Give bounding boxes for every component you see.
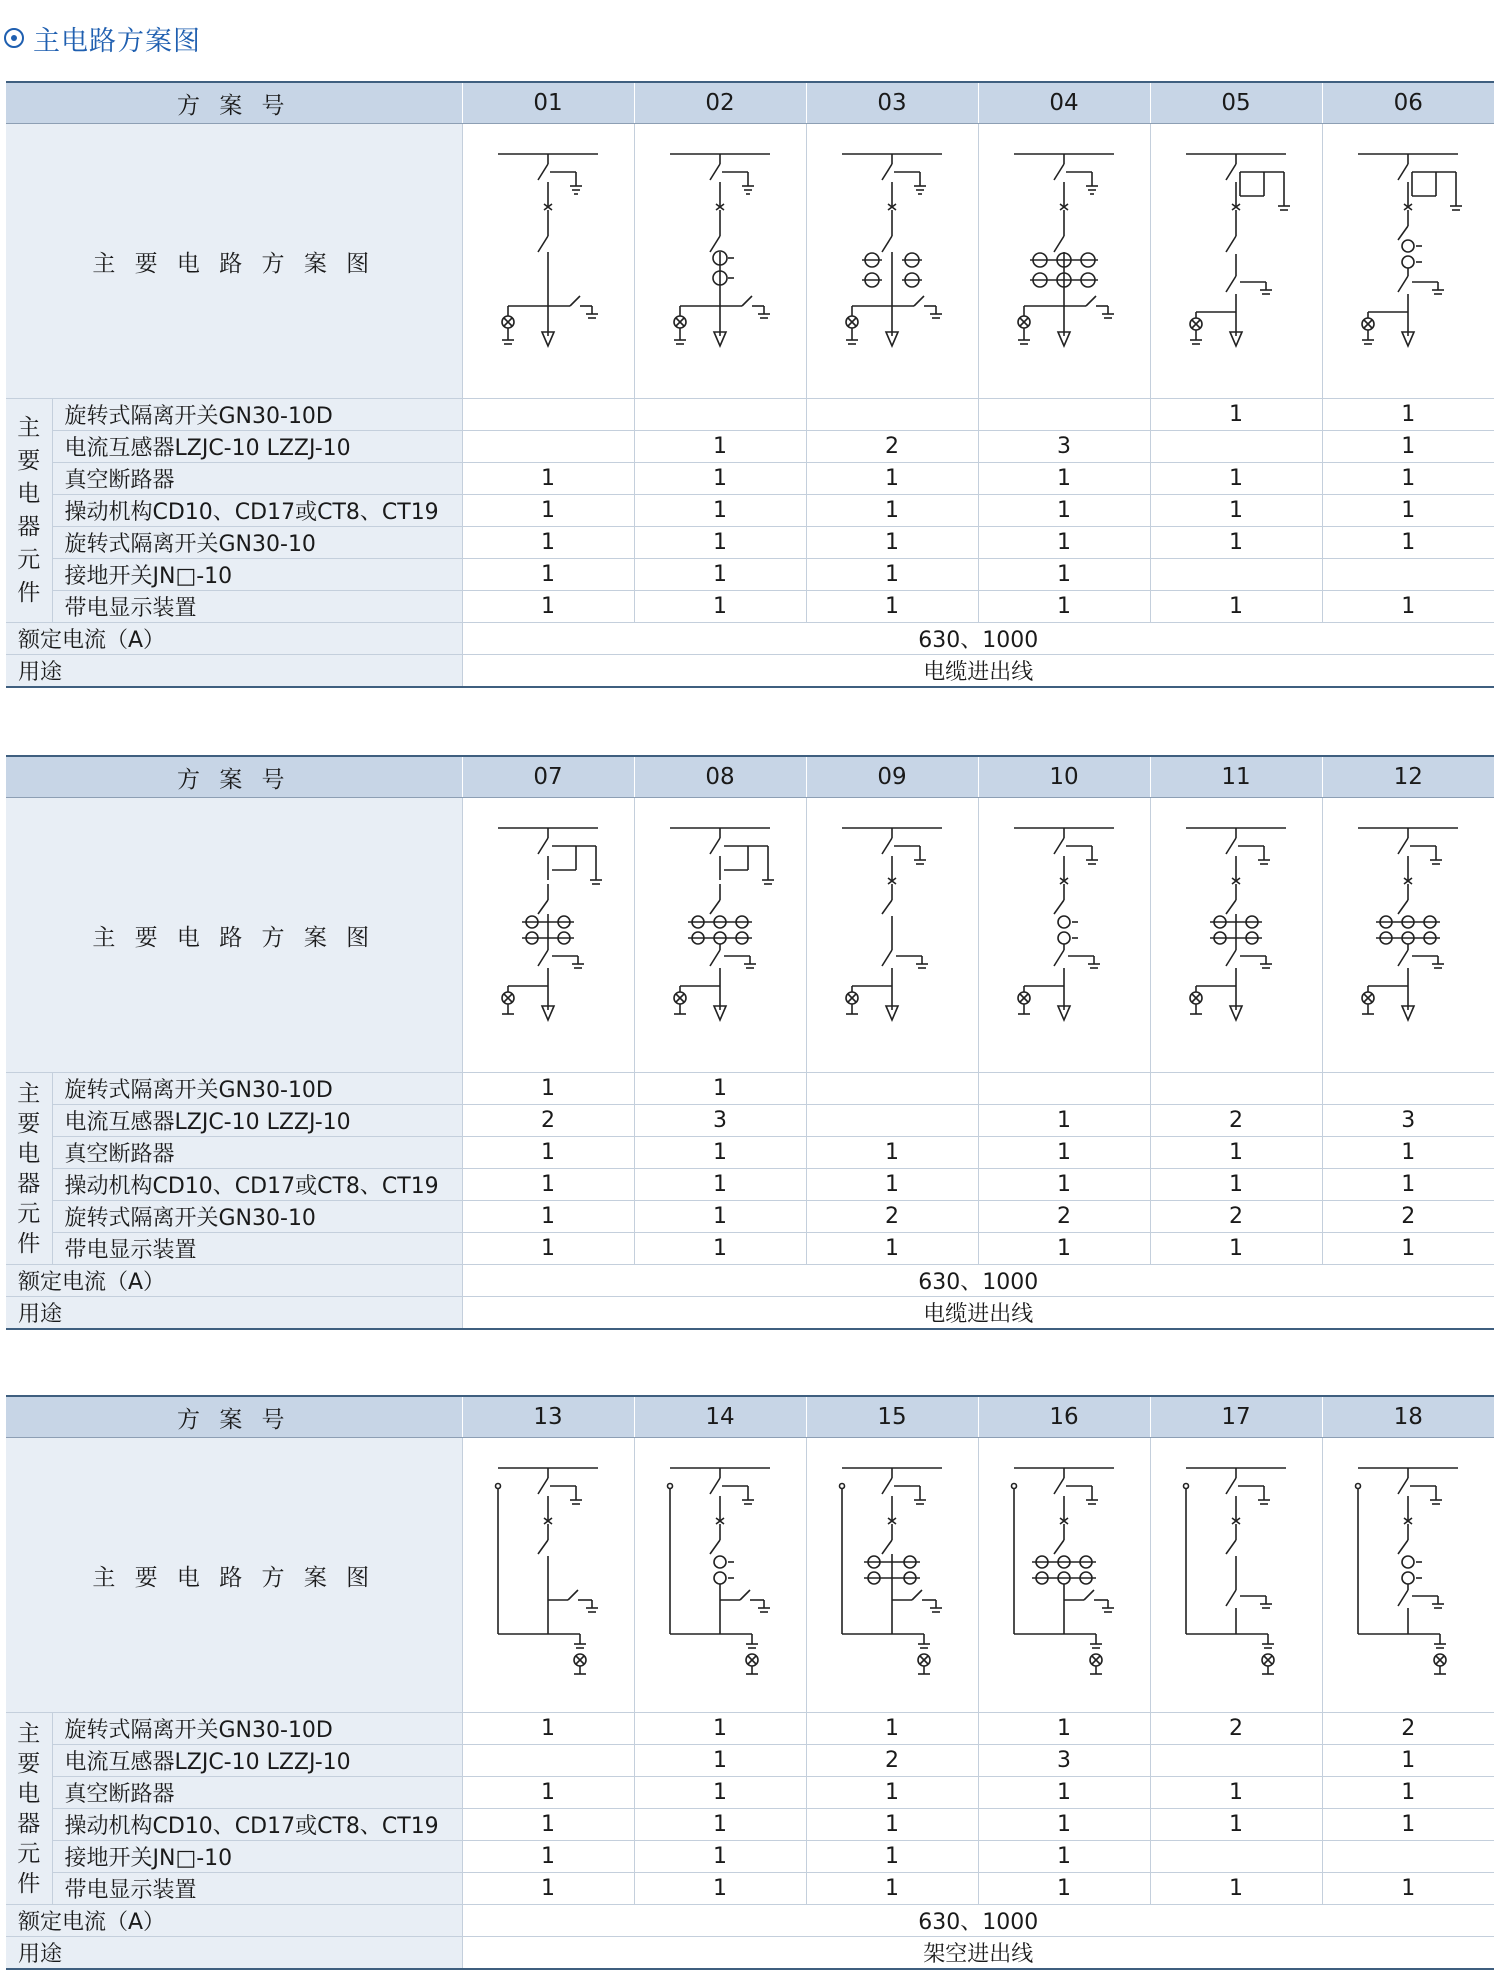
cell-value [462, 431, 634, 463]
usage-row [6, 655, 1494, 688]
component-row [6, 495, 1494, 527]
component-label: 接地开关JN□-10 [52, 559, 462, 591]
cell-value [462, 1745, 634, 1777]
cell-value [1150, 1073, 1322, 1105]
cell-value [1150, 1745, 1322, 1777]
cell-value: 2 [806, 431, 978, 463]
cell-value: 1 [1322, 463, 1494, 495]
component-label: 真空断路器 [52, 1777, 462, 1809]
cell-value: 1 [634, 591, 806, 623]
cell-value: 2 [1150, 1201, 1322, 1233]
cell-value: 1 [806, 1841, 978, 1873]
header-row [6, 1396, 1494, 1438]
cell-value: 1 [1150, 1233, 1322, 1265]
components-group-label: 主要电器元件 [6, 399, 52, 623]
cell-value: 1 [1322, 1169, 1494, 1201]
cell-value: 1 [806, 1873, 978, 1905]
cell-value: 1 [978, 559, 1150, 591]
cell-value: 1 [1322, 1745, 1494, 1777]
cell-value: 2 [978, 1201, 1150, 1233]
cell-value [978, 1073, 1150, 1105]
cell-value: 1 [1150, 1777, 1322, 1809]
cell-value: 1 [1322, 1233, 1494, 1265]
circuit-diagram-16 [978, 1438, 1150, 1713]
cell-value: 1 [634, 527, 806, 559]
component-row [6, 1777, 1494, 1809]
cell-value: 1 [462, 1073, 634, 1105]
header-row [6, 82, 1494, 124]
cell-value: 1 [1150, 1137, 1322, 1169]
cell-value: 3 [978, 431, 1150, 463]
cell-value: 1 [1150, 463, 1322, 495]
diagram-row [6, 124, 1494, 399]
circuit-diagram-08 [634, 798, 806, 1073]
cell-value: 1 [978, 1105, 1150, 1137]
cell-value [1322, 1841, 1494, 1873]
usage-value: 电缆进出线 [462, 1297, 1494, 1330]
circuit-diagram-17 [1150, 1438, 1322, 1713]
cell-value: 1 [1322, 527, 1494, 559]
circuit-diagram-15 [806, 1438, 978, 1713]
usage-row [6, 1297, 1494, 1330]
cell-value: 1 [1322, 1137, 1494, 1169]
component-row [6, 1873, 1494, 1905]
scheme-number: 18 [1322, 1396, 1494, 1438]
component-label: 旋转式隔离开关GN30-10 [52, 1201, 462, 1233]
cell-value: 1 [978, 463, 1150, 495]
cell-value: 1 [806, 591, 978, 623]
component-row [6, 591, 1494, 623]
cell-value [1150, 1841, 1322, 1873]
rated-current-row [6, 1905, 1494, 1937]
scheme-number: 11 [1150, 756, 1322, 798]
rated-current-row [6, 1265, 1494, 1297]
diagram-row [6, 1438, 1494, 1713]
component-row [6, 463, 1494, 495]
cell-value: 1 [634, 1169, 806, 1201]
component-row [6, 1745, 1494, 1777]
rated-current-value: 630、1000 [462, 623, 1494, 655]
cell-value: 2 [462, 1105, 634, 1137]
cell-value [1150, 559, 1322, 591]
scheme-table-3 [6, 1395, 1494, 1970]
scheme-number: 02 [634, 82, 806, 124]
cell-value: 1 [634, 1777, 806, 1809]
cell-value: 1 [634, 495, 806, 527]
components-group-label: 主要电器元件 [6, 1713, 52, 1905]
cell-value: 1 [634, 1137, 806, 1169]
circuit-diagram-04 [978, 124, 1150, 399]
cell-value [462, 399, 634, 431]
scheme-table-2 [6, 755, 1494, 1330]
cell-value: 1 [978, 1873, 1150, 1905]
usage-label: 用途 [6, 1937, 462, 1970]
scheme-number-label: 方 案 号 [6, 82, 462, 124]
diagram-row [6, 798, 1494, 1073]
cell-value: 1 [806, 527, 978, 559]
scheme-number-label: 方 案 号 [6, 1396, 462, 1438]
cell-value: 1 [462, 463, 634, 495]
cell-value [1322, 1073, 1494, 1105]
component-label: 接地开关JN□-10 [52, 1841, 462, 1873]
circuit-diagram-13 [462, 1438, 634, 1713]
scheme-number: 03 [806, 82, 978, 124]
components-group-label: 主要电器元件 [6, 1073, 52, 1265]
circuit-diagram-02 [634, 124, 806, 399]
scheme-number: 04 [978, 82, 1150, 124]
page-title: 主电路方案图 [33, 25, 201, 57]
component-label: 操动机构CD10、CD17或CT8、CT19 [52, 495, 462, 527]
cell-value: 1 [978, 1777, 1150, 1809]
diagram-row-label: 主 要 电 路 方 案 图 [6, 798, 462, 1073]
cell-value: 2 [806, 1201, 978, 1233]
cell-value: 1 [806, 1713, 978, 1745]
cell-value: 1 [806, 559, 978, 591]
component-row [6, 431, 1494, 463]
component-label: 电流互感器LZJC-10 LZZJ-10 [52, 1745, 462, 1777]
scheme-number: 13 [462, 1396, 634, 1438]
cell-value: 1 [462, 527, 634, 559]
component-row [6, 1713, 1494, 1745]
cell-value: 1 [806, 1233, 978, 1265]
cell-value: 1 [462, 1233, 634, 1265]
component-label: 带电显示装置 [52, 1233, 462, 1265]
cell-value: 1 [634, 1201, 806, 1233]
component-row [6, 1073, 1494, 1105]
rated-current-value: 630、1000 [462, 1265, 1494, 1297]
cell-value: 2 [1150, 1105, 1322, 1137]
usage-label: 用途 [6, 1297, 462, 1330]
circuit-diagram-05 [1150, 124, 1322, 399]
component-label: 带电显示装置 [52, 591, 462, 623]
cell-value: 1 [462, 1137, 634, 1169]
diagram-row-label: 主 要 电 路 方 案 图 [6, 124, 462, 399]
cell-value: 1 [978, 1809, 1150, 1841]
page-heading [0, 18, 201, 58]
cell-value [634, 399, 806, 431]
circuit-diagram-18 [1322, 1438, 1494, 1713]
scheme-number: 15 [806, 1396, 978, 1438]
rated-current-value: 630、1000 [462, 1905, 1494, 1937]
component-row [6, 1841, 1494, 1873]
cell-value: 1 [1150, 591, 1322, 623]
component-row [6, 1169, 1494, 1201]
scheme-number-label: 方 案 号 [6, 756, 462, 798]
cell-value: 1 [1322, 1777, 1494, 1809]
usage-row [6, 1937, 1494, 1970]
cell-value: 1 [462, 1169, 634, 1201]
cell-value: 1 [978, 1169, 1150, 1201]
component-label: 旋转式隔离开关GN30-10D [52, 1073, 462, 1105]
cell-value: 1 [462, 1713, 634, 1745]
component-label: 旋转式隔离开关GN30-10 [52, 527, 462, 559]
scheme-number: 12 [1322, 756, 1494, 798]
cell-value: 2 [1150, 1713, 1322, 1745]
scheme-table-1 [6, 81, 1494, 688]
cell-value: 1 [806, 1777, 978, 1809]
cell-value: 1 [634, 1713, 806, 1745]
cell-value: 1 [634, 1809, 806, 1841]
component-row [6, 1137, 1494, 1169]
component-row [6, 527, 1494, 559]
cell-value [806, 1073, 978, 1105]
cell-value [978, 399, 1150, 431]
component-row [6, 1201, 1494, 1233]
cell-value: 1 [978, 527, 1150, 559]
component-label: 电流互感器LZJC-10 LZZJ-10 [52, 1105, 462, 1137]
circuit-diagram-10 [978, 798, 1150, 1073]
scheme-number: 06 [1322, 82, 1494, 124]
cell-value: 3 [978, 1745, 1150, 1777]
cell-value: 1 [978, 591, 1150, 623]
usage-value: 架空进出线 [462, 1937, 1494, 1970]
cell-value: 1 [1150, 1873, 1322, 1905]
rated-current-label: 额定电流（A） [6, 623, 462, 655]
cell-value: 1 [1150, 399, 1322, 431]
cell-value: 1 [1322, 431, 1494, 463]
rated-current-label: 额定电流（A） [6, 1265, 462, 1297]
cell-value: 1 [1322, 1809, 1494, 1841]
circle-dot-icon [3, 27, 25, 49]
scheme-number: 09 [806, 756, 978, 798]
cell-value: 1 [806, 463, 978, 495]
cell-value: 1 [978, 1713, 1150, 1745]
cell-value: 2 [1322, 1713, 1494, 1745]
cell-value: 1 [462, 1873, 634, 1905]
scheme-number: 17 [1150, 1396, 1322, 1438]
circuit-diagram-06 [1322, 124, 1494, 399]
cell-value: 1 [634, 1873, 806, 1905]
cell-value: 1 [634, 463, 806, 495]
cell-value: 1 [1322, 591, 1494, 623]
cell-value: 1 [1322, 1873, 1494, 1905]
component-label: 真空断路器 [52, 463, 462, 495]
scheme-number: 10 [978, 756, 1150, 798]
header-row [6, 756, 1494, 798]
cell-value: 1 [978, 1841, 1150, 1873]
cell-value: 1 [1322, 399, 1494, 431]
cell-value: 1 [462, 495, 634, 527]
cell-value: 1 [634, 1841, 806, 1873]
circuit-diagram-14 [634, 1438, 806, 1713]
scheme-number: 07 [462, 756, 634, 798]
rated-current-row [6, 623, 1494, 655]
component-row [6, 399, 1494, 431]
cell-value: 1 [978, 1233, 1150, 1265]
cell-value: 1 [1322, 495, 1494, 527]
cell-value: 3 [634, 1105, 806, 1137]
circuit-diagram-12 [1322, 798, 1494, 1073]
cell-value: 1 [462, 591, 634, 623]
component-label: 电流互感器LZJC-10 LZZJ-10 [52, 431, 462, 463]
cell-value: 1 [806, 1137, 978, 1169]
cell-value: 1 [634, 1233, 806, 1265]
cell-value: 1 [462, 1809, 634, 1841]
cell-value [1150, 431, 1322, 463]
cell-value: 1 [978, 495, 1150, 527]
scheme-number: 08 [634, 756, 806, 798]
component-label: 旋转式隔离开关GN30-10D [52, 399, 462, 431]
cell-value: 1 [462, 559, 634, 591]
cell-value: 1 [634, 1745, 806, 1777]
scheme-number: 14 [634, 1396, 806, 1438]
cell-value: 1 [806, 495, 978, 527]
circuit-diagram-03 [806, 124, 978, 399]
scheme-number: 05 [1150, 82, 1322, 124]
cell-value: 1 [1150, 527, 1322, 559]
cell-value: 1 [1150, 1169, 1322, 1201]
cell-value: 1 [806, 1169, 978, 1201]
usage-value: 电缆进出线 [462, 655, 1494, 688]
cell-value: 1 [806, 1809, 978, 1841]
cell-value: 1 [462, 1841, 634, 1873]
scheme-number: 01 [462, 82, 634, 124]
usage-label: 用途 [6, 655, 462, 688]
circuit-diagram-01 [462, 124, 634, 399]
cell-value: 1 [462, 1777, 634, 1809]
cell-value [1322, 559, 1494, 591]
scheme-number: 16 [978, 1396, 1150, 1438]
component-label: 带电显示装置 [52, 1873, 462, 1905]
cell-value: 1 [978, 1137, 1150, 1169]
component-row [6, 1233, 1494, 1265]
cell-value: 1 [634, 431, 806, 463]
circuit-diagram-09 [806, 798, 978, 1073]
diagram-row-label: 主 要 电 路 方 案 图 [6, 1438, 462, 1713]
cell-value: 3 [1322, 1105, 1494, 1137]
component-row [6, 559, 1494, 591]
component-label: 操动机构CD10、CD17或CT8、CT19 [52, 1169, 462, 1201]
component-label: 旋转式隔离开关GN30-10D [52, 1713, 462, 1745]
cell-value: 1 [1150, 495, 1322, 527]
component-label: 操动机构CD10、CD17或CT8、CT19 [52, 1809, 462, 1841]
cell-value: 1 [634, 559, 806, 591]
cell-value: 1 [634, 1073, 806, 1105]
cell-value: 1 [462, 1201, 634, 1233]
cell-value: 2 [806, 1745, 978, 1777]
rated-current-label: 额定电流（A） [6, 1905, 462, 1937]
cell-value [806, 399, 978, 431]
circuit-diagram-11 [1150, 798, 1322, 1073]
component-row [6, 1809, 1494, 1841]
cell-value: 2 [1322, 1201, 1494, 1233]
cell-value [806, 1105, 978, 1137]
circuit-diagram-07 [462, 798, 634, 1073]
cell-value: 1 [1150, 1809, 1322, 1841]
component-row [6, 1105, 1494, 1137]
component-label: 真空断路器 [52, 1137, 462, 1169]
